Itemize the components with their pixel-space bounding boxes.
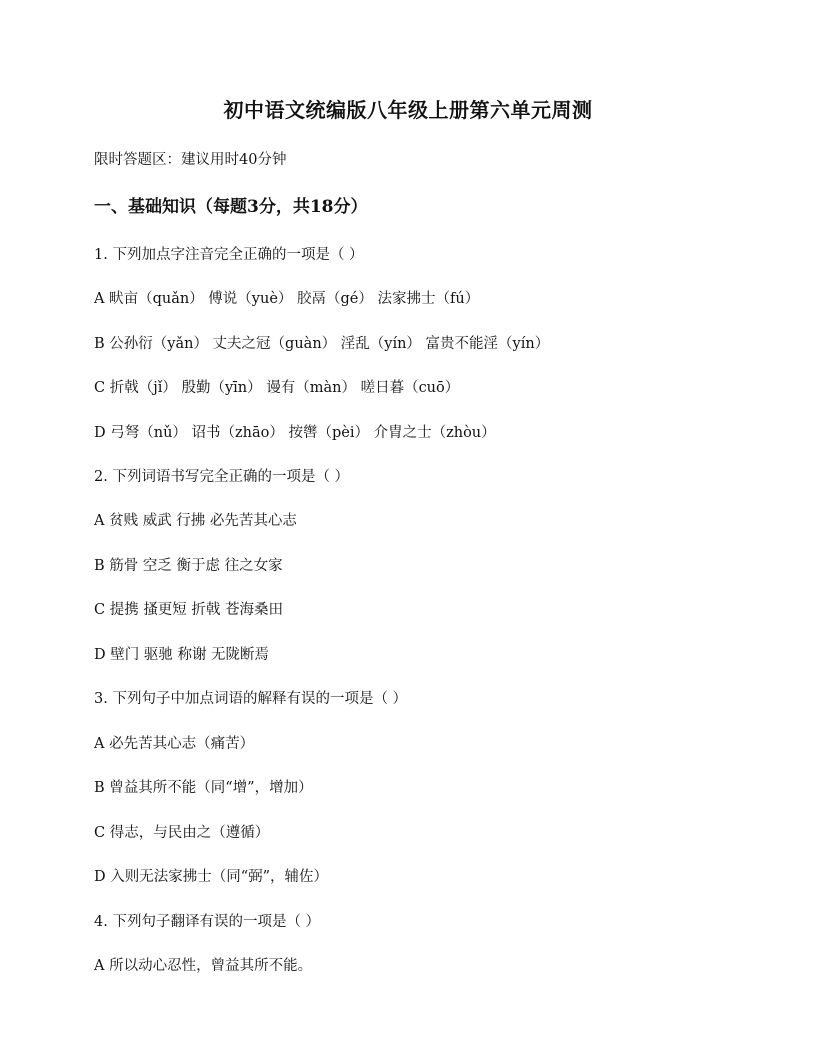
question-option: C 折戟（jǐ） 殷勤（yīn） 谩有（màn） 嗟日暮（cuō） [94, 380, 460, 396]
question-option: B 筋骨 空乏 衡于虑 往之女家 [94, 558, 283, 574]
question-stem: 2. 下列词语书写完全正确的一项是（ ） [94, 469, 350, 485]
section-heading: 一、基础知识（每题3分，共18分） [94, 197, 368, 217]
question-option: B 公孙衍（yǎn） 丈夫之冠（guàn） 淫乱（yín） 富贵不能淫（yín） [94, 336, 550, 352]
question-option: A 所以动心忍性，曾益其所不能。 [94, 958, 313, 974]
question-stem: 1. 下列加点字注音完全正确的一项是（ ） [94, 247, 364, 263]
question-stem: 4. 下列句子翻译有误的一项是（ ） [94, 914, 321, 930]
question-option: A 畎亩（quǎn） 傅说（yuè） 胶鬲（gé） 法家拂士（fú） [94, 291, 480, 307]
question-option: C 得志，与民由之（遵循） [94, 825, 270, 841]
question-option: A 贫贱 威武 行拂 必先苦其心志 [94, 513, 297, 529]
time-note: 限时答题区：建议用时40分钟 [94, 152, 287, 168]
question-option: C 提携 搔更短 折戟 苍海桑田 [94, 602, 284, 618]
question-stem: 3. 下列句子中加点词语的解释有误的一项是（ ） [94, 691, 408, 707]
question-option: D 壁门 驱驰 称谢 无陇断焉 [94, 647, 270, 663]
question-option: B 曾益其所不能（同“增”，增加） [94, 780, 313, 796]
question-option: D 入则无法家拂士（同“弼”，辅佐） [94, 869, 329, 885]
page-title: 初中语文统编版八年级上册第六单元周测 [223, 98, 593, 122]
question-option: D 弓弩（nǔ） 诏书（zhāo） 按辔（pèi） 介胄之士（zhòu） [94, 425, 496, 441]
question-option: A 必先苦其心志（痛苦） [94, 736, 255, 752]
